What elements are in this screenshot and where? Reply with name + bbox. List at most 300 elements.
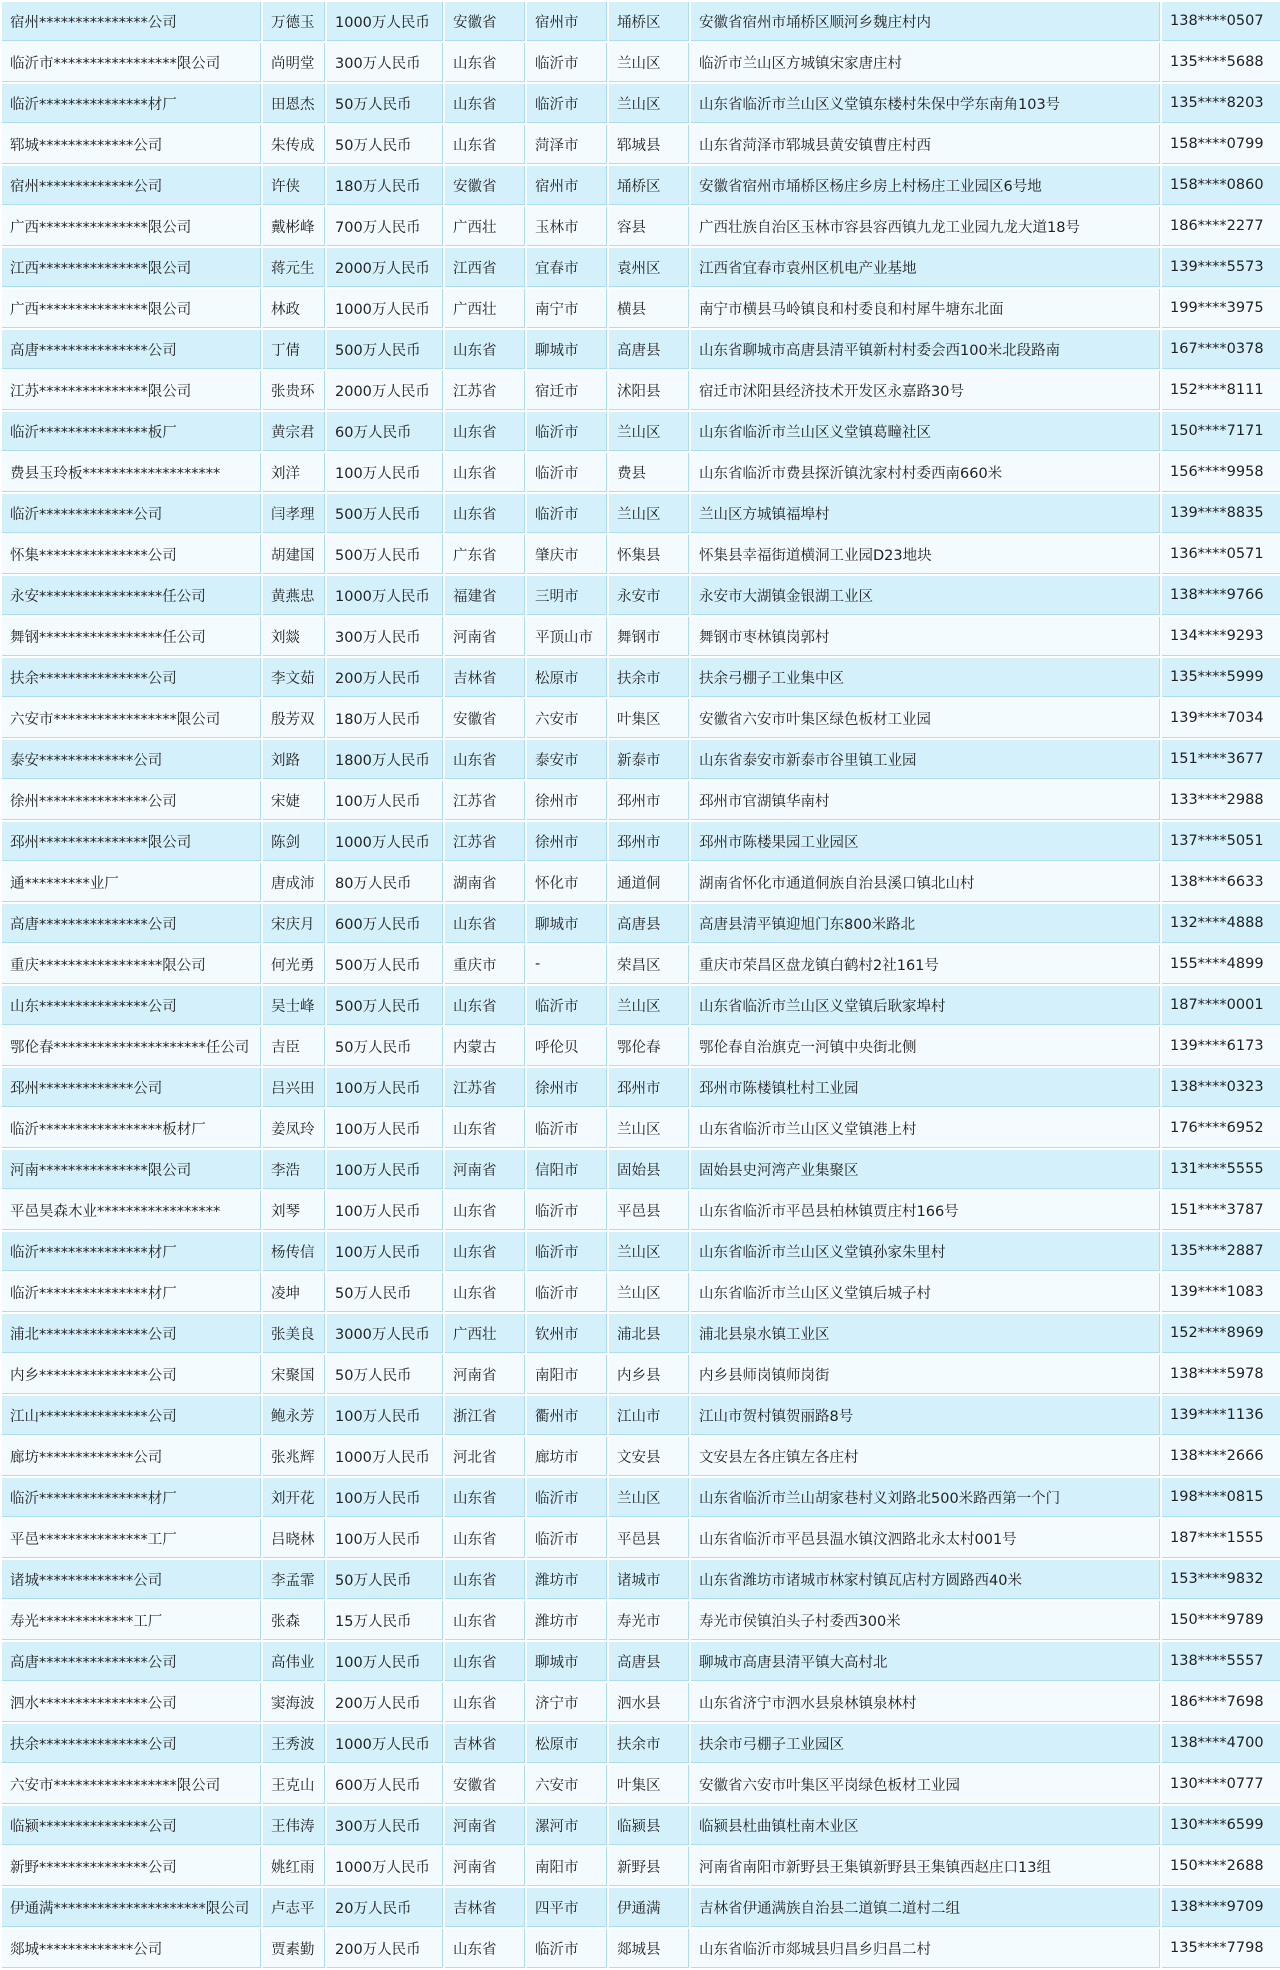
contact-name-cell: 吉臣: [263, 1027, 325, 1066]
company-name-cell: 伊通满*********************限公司: [2, 1888, 261, 1927]
city-cell: -: [527, 945, 607, 984]
address-cell: 宿迁市沭阳县经济技术开发区永嘉路30号: [691, 371, 1160, 410]
contact-name-cell: 何光勇: [263, 945, 325, 984]
contact-name-cell: 李孟霏: [263, 1560, 325, 1599]
table-row: [2, 1109, 1280, 1148]
registered-capital-cell: 60万人民币: [327, 412, 443, 451]
phone-cell: 135****5688: [1162, 43, 1280, 82]
address-cell: 浦北县泉水镇工业区: [691, 1314, 1160, 1353]
contact-name-cell: 唐成沛: [263, 863, 325, 902]
contact-name-cell: 闫孝理: [263, 494, 325, 533]
city-cell: 济宁市: [527, 1683, 607, 1722]
phone-cell: 138****5978: [1162, 1355, 1280, 1394]
address-cell: 重庆市荣昌区盘龙镇白鹤村2社161号: [691, 945, 1160, 984]
table-row: [2, 1560, 1280, 1599]
table-row: [2, 371, 1280, 410]
company-name-cell: 平邑昊森木业*****************: [2, 1191, 261, 1230]
table-row: [2, 330, 1280, 369]
table-row: [2, 412, 1280, 451]
registered-capital-cell: 50万人民币: [327, 1027, 443, 1066]
address-cell: 湖南省怀化市通道侗族自治县溪口镇北山村: [691, 863, 1160, 902]
contact-name-cell: 刘洋: [263, 453, 325, 492]
contact-name-cell: 吴士峰: [263, 986, 325, 1025]
table-row: [2, 699, 1280, 738]
district-cell: 高唐县: [609, 1642, 689, 1681]
address-cell: 山东省临沂市兰山区义堂镇后城子村: [691, 1273, 1160, 1312]
registered-capital-cell: 300万人民币: [327, 43, 443, 82]
city-cell: 三明市: [527, 576, 607, 615]
city-cell: 六安市: [527, 1765, 607, 1804]
table-row: [2, 1273, 1280, 1312]
contact-name-cell: 林政: [263, 289, 325, 328]
city-cell: 徐州市: [527, 781, 607, 820]
company-name-cell: 平邑***************工厂: [2, 1519, 261, 1558]
company-name-cell: 邳州***************限公司: [2, 822, 261, 861]
contact-name-cell: 丁倩: [263, 330, 325, 369]
district-cell: 横县: [609, 289, 689, 328]
province-cell: 安徽省: [445, 2, 525, 41]
registered-capital-cell: 500万人民币: [327, 330, 443, 369]
phone-cell: 187****1555: [1162, 1519, 1280, 1558]
province-cell: 山东省: [445, 125, 525, 164]
city-cell: 四平市: [527, 1888, 607, 1927]
registered-capital-cell: 100万人民币: [327, 453, 443, 492]
district-cell: 郓城县: [609, 125, 689, 164]
city-cell: 平顶山市: [527, 617, 607, 656]
contact-name-cell: 刘琴: [263, 1191, 325, 1230]
city-cell: 聊城市: [527, 330, 607, 369]
table-row: [2, 863, 1280, 902]
address-cell: 安徽省宿州市埇桥区顺河乡魏庄村内: [691, 2, 1160, 41]
province-cell: 山东省: [445, 1601, 525, 1640]
district-cell: 舞钢市: [609, 617, 689, 656]
company-name-cell: 山东***************公司: [2, 986, 261, 1025]
address-cell: 山东省临沂市费县探沂镇沈家村村委西南660米: [691, 453, 1160, 492]
address-cell: 山东省临沂市郯城县归昌乡归昌二村: [691, 1929, 1160, 1968]
province-cell: 山东省: [445, 412, 525, 451]
district-cell: 袁州区: [609, 248, 689, 287]
contact-name-cell: 贾素勤: [263, 1929, 325, 1968]
registered-capital-cell: 100万人民币: [327, 1478, 443, 1517]
address-cell: 永安市大湖镇金银湖工业区: [691, 576, 1160, 615]
registered-capital-cell: 100万人民币: [327, 1068, 443, 1107]
company-name-cell: 高唐***************公司: [2, 330, 261, 369]
phone-cell: 151****3677: [1162, 740, 1280, 779]
phone-cell: 198****0815: [1162, 1478, 1280, 1517]
address-cell: 江西省宜春市袁州区机电产业基地: [691, 248, 1160, 287]
district-cell: 兰山区: [609, 1273, 689, 1312]
registered-capital-cell: 200万人民币: [327, 1683, 443, 1722]
phone-cell: 152****8111: [1162, 371, 1280, 410]
city-cell: 潍坊市: [527, 1601, 607, 1640]
phone-cell: 138****5557: [1162, 1642, 1280, 1681]
province-cell: 吉林省: [445, 658, 525, 697]
city-cell: 漯河市: [527, 1806, 607, 1845]
address-cell: 山东省聊城市高唐县清平镇新村村委会西100米北段路南: [691, 330, 1160, 369]
contact-name-cell: 陈剑: [263, 822, 325, 861]
province-cell: 山东省: [445, 330, 525, 369]
phone-cell: 138****0323: [1162, 1068, 1280, 1107]
address-cell: 内乡县师岗镇师岗街: [691, 1355, 1160, 1394]
phone-cell: 139****1083: [1162, 1273, 1280, 1312]
company-name-cell: 临沂*****************板材厂: [2, 1109, 261, 1148]
table-row: [2, 617, 1280, 656]
address-cell: 安徽省宿州市埇桥区杨庄乡房上村杨庄工业园区6号地: [691, 166, 1160, 205]
address-cell: 邳州市官湖镇华南村: [691, 781, 1160, 820]
company-name-cell: 廊坊*************公司: [2, 1437, 261, 1476]
contact-name-cell: 卢志平: [263, 1888, 325, 1927]
table-row: [2, 1806, 1280, 1845]
phone-cell: 151****3787: [1162, 1191, 1280, 1230]
province-cell: 山东省: [445, 1929, 525, 1968]
city-cell: 信阳市: [527, 1150, 607, 1189]
province-cell: 河南省: [445, 1806, 525, 1845]
district-cell: 费县: [609, 453, 689, 492]
city-cell: 临沂市: [527, 494, 607, 533]
city-cell: 呼伦贝: [527, 1027, 607, 1066]
address-cell: 山东省泰安市新泰市谷里镇工业园: [691, 740, 1160, 779]
district-cell: 兰山区: [609, 1478, 689, 1517]
phone-cell: 155****4899: [1162, 945, 1280, 984]
district-cell: 扶余市: [609, 1724, 689, 1763]
registered-capital-cell: 100万人民币: [327, 781, 443, 820]
company-name-cell: 扶余***************公司: [2, 1724, 261, 1763]
contact-name-cell: 宋婕: [263, 781, 325, 820]
phone-cell: 139****7034: [1162, 699, 1280, 738]
registered-capital-cell: 300万人民币: [327, 617, 443, 656]
province-cell: 内蒙古: [445, 1027, 525, 1066]
district-cell: 邳州市: [609, 822, 689, 861]
phone-cell: 135****2887: [1162, 1232, 1280, 1271]
company-name-cell: 内乡***************公司: [2, 1355, 261, 1394]
registered-capital-cell: 300万人民币: [327, 1806, 443, 1845]
address-cell: 广西壮族自治区玉林市容县容西镇九龙工业园九龙大道18号: [691, 207, 1160, 246]
company-name-cell: 高唐***************公司: [2, 1642, 261, 1681]
address-cell: 寿光市侯镇泊头子村委西300米: [691, 1601, 1160, 1640]
phone-cell: 158****0860: [1162, 166, 1280, 205]
province-cell: 河南省: [445, 617, 525, 656]
registered-capital-cell: 100万人民币: [327, 1396, 443, 1435]
registered-capital-cell: 180万人民币: [327, 699, 443, 738]
table-row: [2, 1847, 1280, 1886]
city-cell: 菏泽市: [527, 125, 607, 164]
table-row: [2, 1314, 1280, 1353]
city-cell: 衢州市: [527, 1396, 607, 1435]
address-cell: 高唐县清平镇迎旭门东800米路北: [691, 904, 1160, 943]
address-cell: 临颍县杜曲镇杜南木业区: [691, 1806, 1160, 1845]
company-name-cell: 临沂***************板厂: [2, 412, 261, 451]
table-row: [2, 986, 1280, 1025]
table-row: [2, 576, 1280, 615]
district-cell: 沭阳县: [609, 371, 689, 410]
district-cell: 新泰市: [609, 740, 689, 779]
table-row: [2, 658, 1280, 697]
province-cell: 安徽省: [445, 166, 525, 205]
province-cell: 福建省: [445, 576, 525, 615]
city-cell: 临沂市: [527, 1478, 607, 1517]
province-cell: 江西省: [445, 248, 525, 287]
contact-name-cell: 高伟业: [263, 1642, 325, 1681]
province-cell: 河南省: [445, 1150, 525, 1189]
company-name-cell: 费县玉玲板*******************: [2, 453, 261, 492]
address-cell: 山东省临沂市平邑县柏林镇贾庄村166号: [691, 1191, 1160, 1230]
city-cell: 潍坊市: [527, 1560, 607, 1599]
phone-cell: 139****5573: [1162, 248, 1280, 287]
district-cell: 埇桥区: [609, 166, 689, 205]
district-cell: 高唐县: [609, 904, 689, 943]
contact-name-cell: 刘路: [263, 740, 325, 779]
registered-capital-cell: 1000万人民币: [327, 289, 443, 328]
city-cell: 玉林市: [527, 207, 607, 246]
table-row: [2, 43, 1280, 82]
contact-name-cell: 张兆辉: [263, 1437, 325, 1476]
company-name-cell: 江苏***************限公司: [2, 371, 261, 410]
phone-cell: 199****3975: [1162, 289, 1280, 328]
phone-cell: 153****9832: [1162, 1560, 1280, 1599]
address-cell: 山东省临沂市兰山区义堂镇孙家朱里村: [691, 1232, 1160, 1271]
phone-cell: 187****0001: [1162, 986, 1280, 1025]
company-name-cell: 江西***************限公司: [2, 248, 261, 287]
registered-capital-cell: 1000万人民币: [327, 576, 443, 615]
district-cell: 怀集县: [609, 535, 689, 574]
district-cell: 平邑县: [609, 1191, 689, 1230]
province-cell: 安徽省: [445, 1765, 525, 1804]
district-cell: 永安市: [609, 576, 689, 615]
table-row: [2, 1601, 1280, 1640]
address-cell: 河南省南阳市新野县王集镇新野县王集镇西赵庄口13组: [691, 1847, 1160, 1886]
contact-name-cell: 朱传成: [263, 125, 325, 164]
city-cell: 泰安市: [527, 740, 607, 779]
city-cell: 聊城市: [527, 1642, 607, 1681]
registered-capital-cell: 1000万人民币: [327, 1437, 443, 1476]
contact-name-cell: 王克山: [263, 1765, 325, 1804]
registered-capital-cell: 600万人民币: [327, 1765, 443, 1804]
table-row: [2, 1888, 1280, 1927]
province-cell: 江苏省: [445, 371, 525, 410]
district-cell: 泗水县: [609, 1683, 689, 1722]
address-cell: 舞钢市枣林镇岗郭村: [691, 617, 1160, 656]
table-row: [2, 1765, 1280, 1804]
phone-cell: 134****9293: [1162, 617, 1280, 656]
province-cell: 吉林省: [445, 1724, 525, 1763]
company-name-cell: 六安市*****************限公司: [2, 1765, 261, 1804]
contact-name-cell: 王伟涛: [263, 1806, 325, 1845]
registered-capital-cell: 500万人民币: [327, 945, 443, 984]
company-name-cell: 六安市*****************限公司: [2, 699, 261, 738]
province-cell: 山东省: [445, 1109, 525, 1148]
registered-capital-cell: 600万人民币: [327, 904, 443, 943]
company-name-cell: 临沂市*****************限公司: [2, 43, 261, 82]
phone-cell: 139****1136: [1162, 1396, 1280, 1435]
registered-capital-cell: 50万人民币: [327, 125, 443, 164]
address-cell: 江山市贺村镇贺丽路8号: [691, 1396, 1160, 1435]
contact-name-cell: 张森: [263, 1601, 325, 1640]
phone-cell: 137****5051: [1162, 822, 1280, 861]
table-row: [2, 453, 1280, 492]
table-row: [2, 904, 1280, 943]
contact-name-cell: 吕晓林: [263, 1519, 325, 1558]
city-cell: 宿迁市: [527, 371, 607, 410]
company-name-cell: 宿州***************公司: [2, 2, 261, 41]
address-cell: 邳州市陈楼果园工业园区: [691, 822, 1160, 861]
district-cell: 江山市: [609, 1396, 689, 1435]
company-name-cell: 泗水***************公司: [2, 1683, 261, 1722]
registered-capital-cell: 1000万人民币: [327, 1847, 443, 1886]
phone-cell: 186****2277: [1162, 207, 1280, 246]
table-row: [2, 289, 1280, 328]
province-cell: 广东省: [445, 535, 525, 574]
table-row: [2, 1724, 1280, 1763]
registered-capital-cell: 100万人民币: [327, 1232, 443, 1271]
table-row: [2, 248, 1280, 287]
contact-name-cell: 田恩杰: [263, 84, 325, 123]
contact-name-cell: 李文茹: [263, 658, 325, 697]
table-row: [2, 1232, 1280, 1271]
province-cell: 吉林省: [445, 1888, 525, 1927]
district-cell: 伊通满: [609, 1888, 689, 1927]
registered-capital-cell: 100万人民币: [327, 1109, 443, 1148]
table-row: [2, 1519, 1280, 1558]
phone-cell: 150****7171: [1162, 412, 1280, 451]
district-cell: 兰山区: [609, 412, 689, 451]
city-cell: 临沂市: [527, 43, 607, 82]
table-row: [2, 740, 1280, 779]
district-cell: 兰山区: [609, 84, 689, 123]
company-name-cell: 河南***************限公司: [2, 1150, 261, 1189]
contact-name-cell: 宋聚国: [263, 1355, 325, 1394]
registered-capital-cell: 20万人民币: [327, 1888, 443, 1927]
contact-name-cell: 吕兴田: [263, 1068, 325, 1107]
registered-capital-cell: 80万人民币: [327, 863, 443, 902]
province-cell: 山东省: [445, 1519, 525, 1558]
city-cell: 临沂市: [527, 1929, 607, 1968]
city-cell: 宿州市: [527, 2, 607, 41]
district-cell: 荣昌区: [609, 945, 689, 984]
city-cell: 南宁市: [527, 289, 607, 328]
address-cell: 安徽省六安市叶集区绿色板材工业园: [691, 699, 1160, 738]
registered-capital-cell: 2000万人民币: [327, 371, 443, 410]
table-row: [2, 1068, 1280, 1107]
province-cell: 重庆市: [445, 945, 525, 984]
phone-cell: 138****9709: [1162, 1888, 1280, 1927]
address-cell: 扶余市弓棚子工业园区: [691, 1724, 1160, 1763]
contact-name-cell: 刘开花: [263, 1478, 325, 1517]
table-row: [2, 125, 1280, 164]
province-cell: 河南省: [445, 1847, 525, 1886]
city-cell: 临沂市: [527, 412, 607, 451]
company-name-cell: 泰安*************公司: [2, 740, 261, 779]
province-cell: 山东省: [445, 494, 525, 533]
registered-capital-cell: 100万人民币: [327, 1150, 443, 1189]
contact-name-cell: 王秀波: [263, 1724, 325, 1763]
table-row: [2, 1929, 1280, 1968]
table-row: [2, 535, 1280, 574]
contact-name-cell: 黄燕忠: [263, 576, 325, 615]
phone-cell: 158****0799: [1162, 125, 1280, 164]
province-cell: 山东省: [445, 1560, 525, 1599]
contact-name-cell: 鲍永芳: [263, 1396, 325, 1435]
registered-capital-cell: 200万人民币: [327, 1929, 443, 1968]
company-name-cell: 永安*****************任公司: [2, 576, 261, 615]
phone-cell: 132****4888: [1162, 904, 1280, 943]
address-cell: 兰山区方城镇福埠村: [691, 494, 1160, 533]
district-cell: 内乡县: [609, 1355, 689, 1394]
city-cell: 临沂市: [527, 1519, 607, 1558]
phone-cell: 131****5555: [1162, 1150, 1280, 1189]
company-name-cell: 江山***************公司: [2, 1396, 261, 1435]
address-cell: 南宁市横县马岭镇良和村委良和村犀牛塘东北面: [691, 289, 1160, 328]
district-cell: 寿光市: [609, 1601, 689, 1640]
registered-capital-cell: 50万人民币: [327, 1355, 443, 1394]
company-name-cell: 临沂*************公司: [2, 494, 261, 533]
phone-cell: 135****7798: [1162, 1929, 1280, 1968]
city-cell: 六安市: [527, 699, 607, 738]
province-cell: 安徽省: [445, 699, 525, 738]
phone-cell: 138****4700: [1162, 1724, 1280, 1763]
phone-cell: 136****0571: [1162, 535, 1280, 574]
phone-cell: 135****5999: [1162, 658, 1280, 697]
company-name-cell: 徐州***************公司: [2, 781, 261, 820]
address-cell: 山东省临沂市兰山区义堂镇港上村: [691, 1109, 1160, 1148]
phone-cell: 138****6633: [1162, 863, 1280, 902]
registered-capital-cell: 100万人民币: [327, 1519, 443, 1558]
district-cell: 郯城县: [609, 1929, 689, 1968]
province-cell: 河北省: [445, 1437, 525, 1476]
phone-cell: 138****0507: [1162, 2, 1280, 41]
company-name-cell: 临颍***************公司: [2, 1806, 261, 1845]
district-cell: 平邑县: [609, 1519, 689, 1558]
address-cell: 山东省临沂市兰山胡家巷村义刘路北500米路西第一个门: [691, 1478, 1160, 1517]
district-cell: 扶余市: [609, 658, 689, 697]
province-cell: 江苏省: [445, 1068, 525, 1107]
city-cell: 临沂市: [527, 1232, 607, 1271]
city-cell: 聊城市: [527, 904, 607, 943]
contact-name-cell: 胡建国: [263, 535, 325, 574]
phone-cell: 156****9958: [1162, 453, 1280, 492]
registered-capital-cell: 700万人民币: [327, 207, 443, 246]
phone-cell: 130****6599: [1162, 1806, 1280, 1845]
company-name-cell: 鄂伦春*********************任公司: [2, 1027, 261, 1066]
table-row: [2, 1191, 1280, 1230]
district-cell: 兰山区: [609, 1232, 689, 1271]
city-cell: 徐州市: [527, 822, 607, 861]
city-cell: 钦州市: [527, 1314, 607, 1353]
province-cell: 山东省: [445, 84, 525, 123]
contact-name-cell: 黄宗君: [263, 412, 325, 451]
district-cell: 诸城市: [609, 1560, 689, 1599]
address-cell: 怀集县幸福街道横洞工业园D23地块: [691, 535, 1160, 574]
table-row: [2, 494, 1280, 533]
contact-name-cell: 姜凤玲: [263, 1109, 325, 1148]
city-cell: 宜春市: [527, 248, 607, 287]
contact-name-cell: 宋庆月: [263, 904, 325, 943]
contact-name-cell: 凌坤: [263, 1273, 325, 1312]
phone-cell: 186****7698: [1162, 1683, 1280, 1722]
district-cell: 邳州市: [609, 1068, 689, 1107]
phone-cell: 130****0777: [1162, 1765, 1280, 1804]
company-name-cell: 邳州*************公司: [2, 1068, 261, 1107]
registered-capital-cell: 180万人民币: [327, 166, 443, 205]
province-cell: 山东省: [445, 43, 525, 82]
phone-cell: 150****2688: [1162, 1847, 1280, 1886]
district-cell: 兰山区: [609, 494, 689, 533]
city-cell: 廊坊市: [527, 1437, 607, 1476]
address-cell: 鄂伦春自治旗克一河镇中央街北侧: [691, 1027, 1160, 1066]
table-row: [2, 1642, 1280, 1681]
address-cell: 山东省临沂市兰山区义堂镇东楼村朱保中学东南角103号: [691, 84, 1160, 123]
table-row: [2, 945, 1280, 984]
province-cell: 山东省: [445, 740, 525, 779]
